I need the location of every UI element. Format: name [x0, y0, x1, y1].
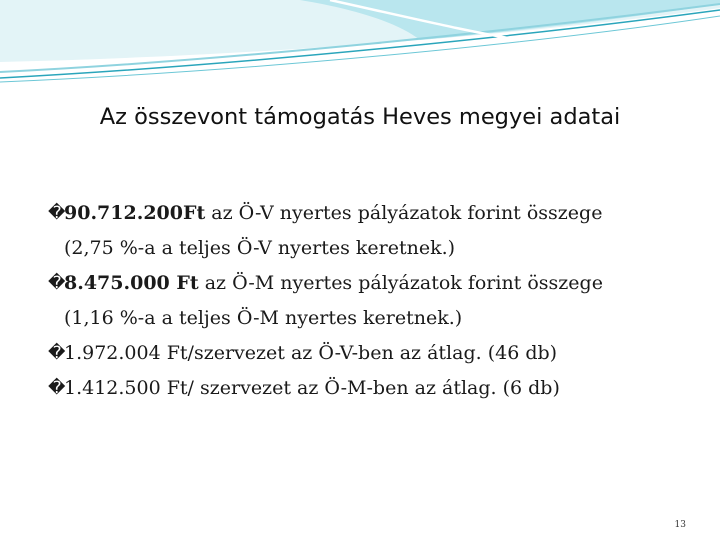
bullet-text: 1.972.004 Ft/szervezet az Ö-V-ben az átlag. (46 db)	[64, 342, 558, 364]
page-number: 13	[674, 520, 686, 530]
bullet-icon: �	[48, 343, 66, 363]
bullet-text: az Ö-M nyertes pályázatok forint összege	[198, 272, 603, 294]
slide-title: Az összevont támogatás Heves megyei adatai	[99, 104, 621, 130]
bullet-continuation: (2,75 %-a a teljes Ö-V nyertes keretnek.)	[64, 237, 456, 259]
bullet-continuation: (1,16 %-a a teljes Ö-M nyertes keretnek.)	[64, 307, 463, 329]
bullet-item	[48, 371, 698, 406]
bullet-bold-amount: 90.712.200Ft	[64, 202, 206, 224]
header-wave-decoration	[0, 0, 720, 90]
bullet-icon: �	[48, 203, 66, 223]
bullet-list	[48, 196, 698, 406]
bullet-text: az Ö-V nyertes pályázatok forint összege	[205, 202, 603, 224]
bullet-item	[48, 196, 698, 266]
bullet-bold-amount: 8.475.000 Ft	[64, 272, 199, 294]
bullet-item	[48, 336, 698, 371]
bullet-text: 1.412.500 Ft/ szervezet az Ö-M-ben az átlag. (6 db)	[64, 377, 560, 399]
bullet-icon: �	[48, 273, 66, 293]
bullet-icon: �	[48, 378, 66, 398]
bullet-item	[48, 266, 698, 336]
